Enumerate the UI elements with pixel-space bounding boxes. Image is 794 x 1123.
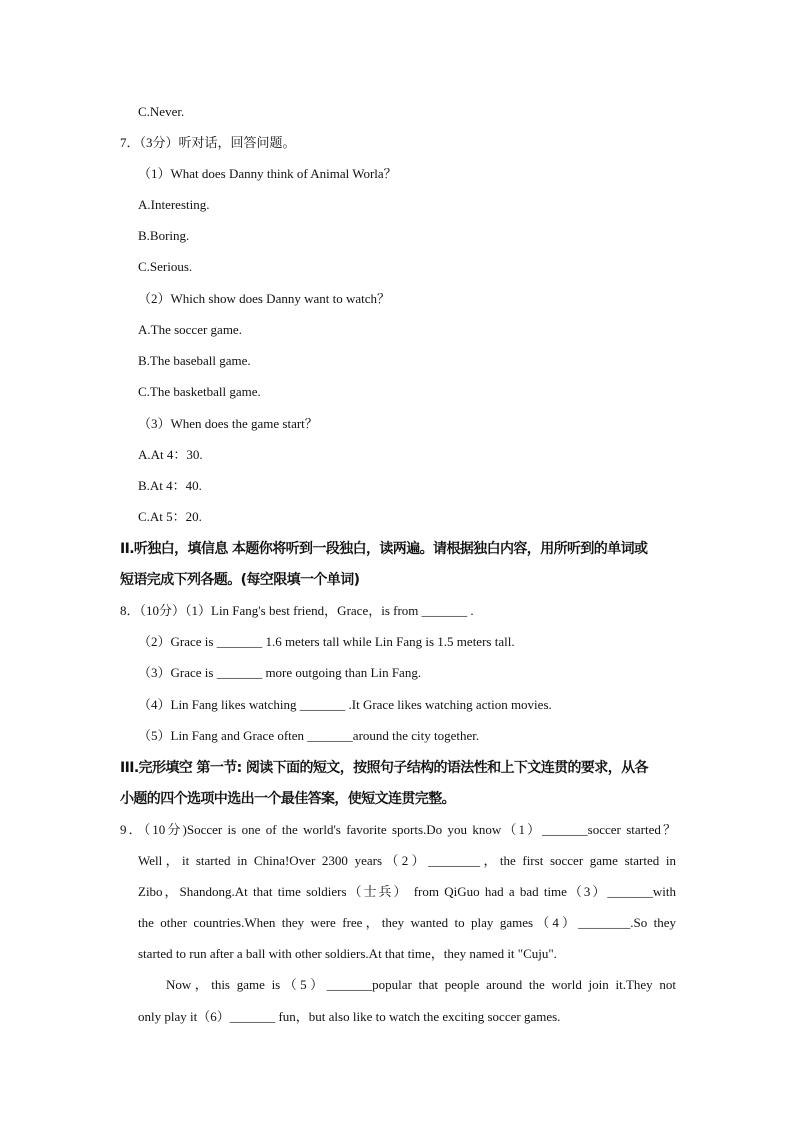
section-2-heading: II.听独白，填信息 本题你将听到一段独白，读两遍。请根据独白内容，用所听到的单词或 xyxy=(120,541,648,557)
q9-passage-line: Well，it started in China!Over 2300 years（2）________，the first soccer game started in xyxy=(138,853,676,868)
q9-passage-line: the other countries.When they were free，they wanted to play games（4）________.So they xyxy=(138,915,676,930)
q8-item1: 8．（10分）（1）Lin Fang's best friend，Grace，is from _______ . xyxy=(120,603,474,618)
q7-sub2-option-c: C.The basketball game. xyxy=(138,384,261,399)
q7-sub2-option-b: B.The baseball game. xyxy=(138,353,251,368)
q7-sub1-question: （1）What does Danny think of Animal Worla？ xyxy=(138,166,397,181)
q7-sub1-option-b: B.Boring. xyxy=(138,228,190,243)
q9-passage-line: Now，this game is（5）_______popular that people around the world join it.They not xyxy=(166,977,676,992)
q8-item4: （4）Lin Fang likes watching _______ .It Grace likes watching action movies. xyxy=(138,697,552,712)
q7-sub3-option-b: B.At 4：40. xyxy=(138,478,202,493)
q7-sub3-question: （3）When does the game start？ xyxy=(138,416,318,431)
q8-item2: （2）Grace is _______ 1.6 meters tall while Lin Fang is 1.5 meters tall. xyxy=(138,634,515,649)
q9-passage-line: started to run after a ball with other soldiers.At that time，they named it "Cuju". xyxy=(138,946,557,961)
q8-item3: （3）Grace is _______ more outgoing than Lin Fang. xyxy=(138,665,422,680)
q7-stem: 7．（3分）听对话，回答问题。 xyxy=(120,135,296,150)
q9-passage-line: 9．（10分)Soccer is one of the world's favorite sports.Do you know（1）_______soccer started？ xyxy=(120,822,676,837)
q7-sub3-option-a: A.At 4：30. xyxy=(138,447,203,462)
section-2-heading-cont: 短语完成下列各题。(每空限填一个单词) xyxy=(120,572,360,588)
q9-passage-line: Zibo，Shandong.At that time soldiers（士兵） from QiGuo had a bad time（3）_______with xyxy=(138,884,676,899)
q7-sub3-option-c: C.At 5：20. xyxy=(138,509,202,524)
q8-item5: （5）Lin Fang and Grace often _______around the city together. xyxy=(138,728,480,743)
q7-sub1-option-c: C.Serious. xyxy=(138,259,193,274)
q9-passage-line: only play it（6）_______ fun，but also like to watch the exciting soccer games. xyxy=(138,1009,561,1024)
section-3-heading: III.完形填空 第一节: 阅读下面的短文，按照句子结构的语法性和上下文连贯的要求，从各 xyxy=(120,760,648,776)
q7-sub1-option-a: A.Interesting. xyxy=(138,197,210,212)
section-3-heading-cont: 小题的四个选项中选出一个最佳答案，使短文连贯完整。 xyxy=(120,791,455,807)
q7-sub2-question: （2）Which show does Danny want to watch？ xyxy=(138,291,391,306)
q7-sub2-option-a: A.The soccer game. xyxy=(138,322,242,337)
q6-option-c: C.Never. xyxy=(138,104,185,119)
